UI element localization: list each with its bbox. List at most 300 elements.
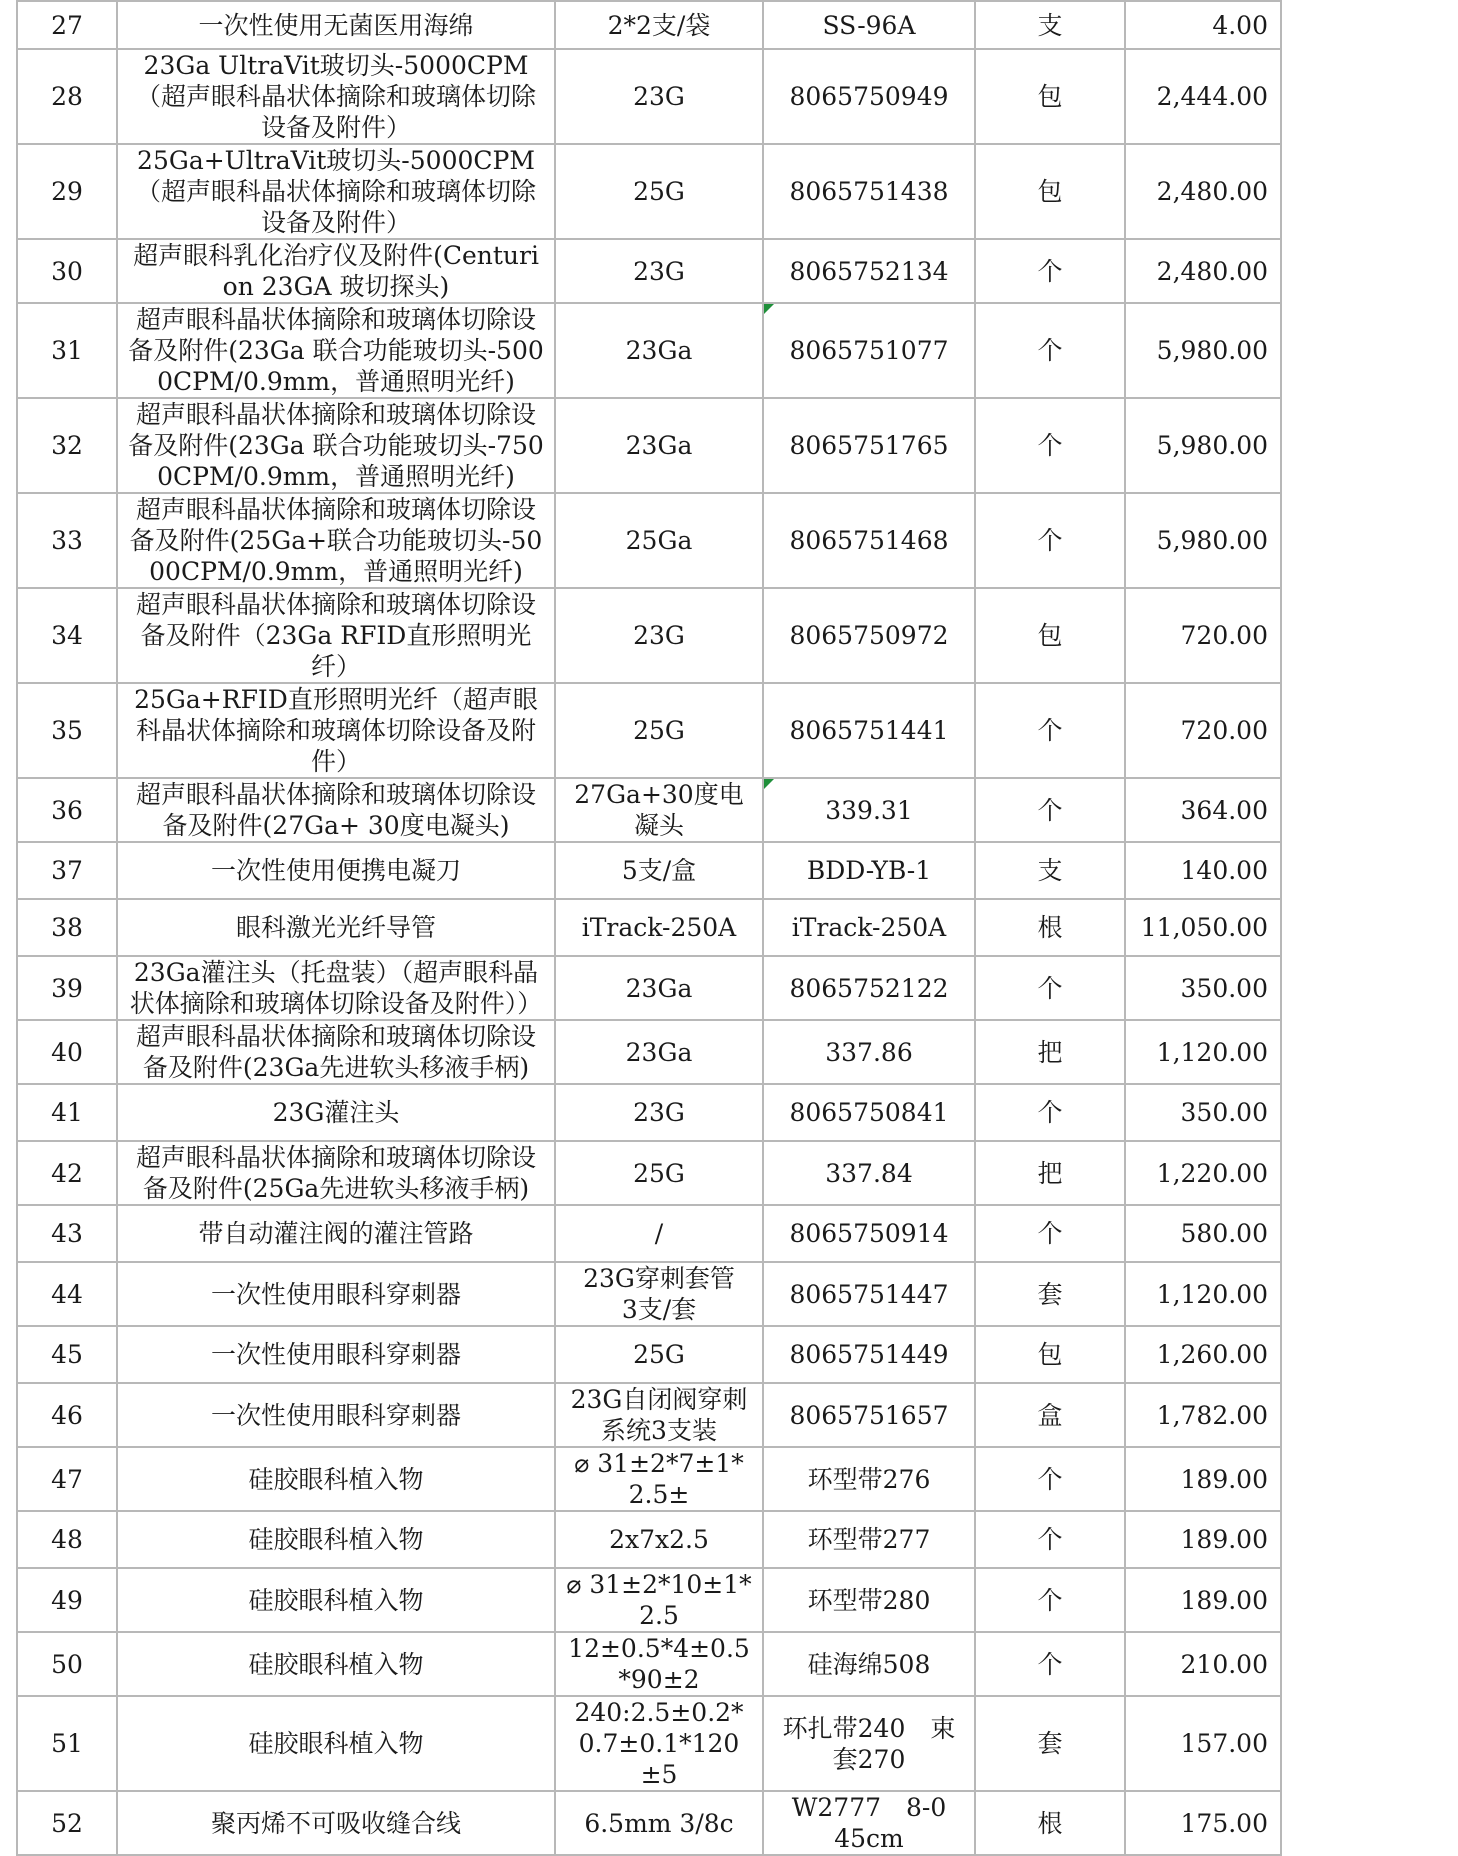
model-number-cell[interactable] — [763, 1141, 975, 1205]
product-name-text: 23Ga灌注头（托盘装）（超声眼科晶状体摘除和玻璃体切除设备及附件）） — [129, 958, 543, 1018]
price-cell[interactable] — [1125, 1326, 1281, 1383]
price-text: 1,260.00 — [1156, 1340, 1268, 1369]
specification-cell[interactable] — [555, 1511, 763, 1568]
price-cell[interactable] — [1125, 1791, 1281, 1855]
table-row[interactable] — [17, 1020, 1281, 1084]
model-number-text: 8065750841 — [789, 1098, 949, 1127]
specification-cell[interactable] — [555, 303, 763, 398]
model-number-text: 337.86 — [825, 1037, 913, 1067]
row-number-text: 34 — [51, 621, 83, 650]
price-text: 175.00 — [1180, 1808, 1268, 1838]
specification-text: 23G穿刺套管 3支/套 — [583, 1264, 760, 1324]
model-number-text: 8065752122 — [789, 973, 949, 1003]
unit-text: 个 — [1037, 716, 1063, 745]
model-number-cell[interactable] — [763, 1791, 975, 1855]
specification-cell[interactable] — [555, 1084, 763, 1141]
product-name-cell[interactable] — [117, 1383, 555, 1447]
product-name-text: 超声眼科晶状体摘除和玻璃体切除设备及附件(23Ga 联合功能玻切头-5000CPM/0.9mm，普通照明光纤) — [128, 305, 544, 396]
model-number-cell[interactable] — [763, 1568, 975, 1632]
unit-text: 个 — [1037, 795, 1063, 825]
unit-text: 个 — [1037, 526, 1063, 555]
price-text: 1,120.00 — [1156, 1279, 1268, 1309]
specification-text: 23G — [633, 1098, 685, 1127]
specification-text: 2*2支/袋 — [607, 10, 711, 40]
model-number-text: 8065751441 — [789, 716, 949, 745]
model-number-text: 8065750914 — [789, 1219, 949, 1248]
specification-text: 23Ga — [625, 431, 693, 460]
unit-cell[interactable] — [975, 588, 1125, 683]
row-number-cell[interactable] — [17, 956, 117, 1020]
specification-text: 2x7x2.5 — [609, 1525, 709, 1554]
model-number-cell[interactable] — [763, 588, 975, 683]
specification-cell[interactable] — [555, 1, 763, 49]
table-row[interactable] — [17, 49, 1281, 144]
row-number-cell[interactable] — [17, 239, 117, 303]
specification-text: ⌀ 31±2*10±1*2.5 — [566, 1570, 752, 1630]
price-cell[interactable] — [1125, 1511, 1281, 1568]
row-number-cell[interactable] — [17, 1326, 117, 1383]
model-number-cell[interactable] — [763, 1632, 975, 1696]
price-text: 364.00 — [1180, 795, 1268, 825]
comment-indicator-icon — [764, 779, 774, 789]
unit-text: 个 — [1037, 1649, 1063, 1679]
unit-cell[interactable] — [975, 239, 1125, 303]
specification-text: 5支/盒 — [621, 856, 697, 885]
product-name-cell[interactable] — [117, 1791, 555, 1855]
specification-text: 23G — [633, 256, 685, 286]
product-name-text: 硅胶眼科植入物 — [248, 1464, 424, 1494]
row-number-text: 27 — [51, 10, 83, 40]
table-row[interactable] — [17, 683, 1281, 778]
price-cell[interactable] — [1125, 1, 1281, 49]
model-number-cell[interactable] — [763, 956, 975, 1020]
row-number-cell[interactable] — [17, 778, 117, 842]
specification-text: 240:2.5±0.2*0.7±0.1*120±5 — [574, 1698, 744, 1789]
product-name-text: 超声眼科晶状体摘除和玻璃体切除设备及附件(23Ga先进软头移液手柄) — [135, 1022, 536, 1082]
unit-text: 包 — [1037, 1340, 1063, 1369]
product-name-cell[interactable] — [117, 899, 555, 956]
row-number-text: 28 — [51, 82, 83, 111]
model-number-cell[interactable] — [763, 1511, 975, 1568]
row-number-cell[interactable] — [17, 144, 117, 239]
model-number-cell[interactable] — [763, 1020, 975, 1084]
row-number-cell[interactable] — [17, 49, 117, 144]
unit-cell[interactable] — [975, 1791, 1125, 1855]
product-name-cell[interactable] — [117, 1632, 555, 1696]
product-name-text: 25Ga+RFID直形照明光纤（超声眼科晶状体摘除和玻璃体切除设备及附件） — [134, 685, 538, 776]
row-number-cell[interactable] — [17, 398, 117, 493]
model-number-cell[interactable] — [763, 49, 975, 144]
specification-text: 23G自闭阀穿刺系统3支装 — [570, 1385, 748, 1445]
price-cell[interactable] — [1125, 144, 1281, 239]
model-number-text: 环扎带240 束套270 — [782, 1713, 956, 1774]
row-number-cell[interactable] — [17, 842, 117, 899]
unit-cell[interactable] — [975, 1141, 1125, 1205]
product-name-text: 一次性使用眼科穿刺器 — [210, 1279, 461, 1309]
row-number-text: 31 — [51, 336, 83, 365]
table-row[interactable] — [17, 1, 1281, 49]
price-cell[interactable] — [1125, 683, 1281, 778]
unit-cell[interactable] — [975, 683, 1125, 778]
model-number-cell[interactable] — [763, 303, 975, 398]
table-row[interactable] — [17, 956, 1281, 1020]
model-number-cell[interactable] — [763, 239, 975, 303]
product-name-text: 一次性使用便携电凝刀 — [210, 856, 461, 885]
price-cell[interactable] — [1125, 1084, 1281, 1141]
unit-cell[interactable] — [975, 1568, 1125, 1632]
specification-cell[interactable] — [555, 778, 763, 842]
model-number-cell[interactable] — [763, 1205, 975, 1262]
table-row[interactable] — [17, 1632, 1281, 1696]
table-row[interactable] — [17, 1511, 1281, 1568]
model-number-text: 8065750972 — [789, 621, 949, 650]
unit-cell[interactable] — [975, 1, 1125, 49]
price-text: 5,980.00 — [1156, 431, 1268, 460]
model-number-text: 8065751468 — [789, 526, 949, 555]
unit-cell[interactable] — [975, 1511, 1125, 1568]
unit-cell[interactable] — [975, 1084, 1125, 1141]
specification-cell[interactable] — [555, 588, 763, 683]
row-number-cell[interactable] — [17, 1084, 117, 1141]
unit-cell[interactable] — [975, 493, 1125, 588]
price-cell[interactable] — [1125, 239, 1281, 303]
unit-cell[interactable] — [975, 1632, 1125, 1696]
row-number-text: 35 — [51, 716, 83, 745]
row-number-cell[interactable] — [17, 493, 117, 588]
unit-text: 根 — [1037, 1808, 1063, 1838]
specification-cell[interactable] — [555, 1632, 763, 1696]
model-number-cell[interactable] — [763, 1447, 975, 1511]
price-text: 140.00 — [1180, 856, 1268, 885]
model-number-text: 8065751765 — [789, 431, 949, 460]
price-text: 720.00 — [1180, 621, 1268, 650]
specification-cell[interactable] — [555, 842, 763, 899]
unit-cell[interactable] — [975, 303, 1125, 398]
product-name-text: 硅胶眼科植入物 — [248, 1585, 424, 1615]
specification-cell[interactable] — [555, 1020, 763, 1084]
comment-indicator-icon — [764, 304, 774, 314]
product-name-text: 超声眼科晶状体摘除和玻璃体切除设备及附件(25Ga+联合功能玻切头-5000CPM/0.9mm，普通照明光纤) — [129, 495, 543, 586]
unit-cell[interactable] — [975, 1383, 1125, 1447]
row-number-text: 41 — [51, 1098, 83, 1127]
product-name-cell[interactable] — [117, 1696, 555, 1791]
row-number-cell[interactable] — [17, 1791, 117, 1855]
unit-text: 套 — [1037, 1279, 1063, 1309]
unit-text: 套 — [1037, 1729, 1063, 1758]
model-number-text: 8065752134 — [789, 256, 949, 286]
specification-text: 27Ga+30度电凝头 — [574, 780, 744, 840]
price-cell[interactable] — [1125, 1568, 1281, 1632]
specification-cell[interactable] — [555, 239, 763, 303]
row-number-text: 51 — [51, 1729, 83, 1758]
product-name-text: 一次性使用无菌医用海绵 — [198, 10, 474, 40]
specification-cell[interactable] — [555, 1791, 763, 1855]
specification-text: / — [654, 1219, 664, 1248]
row-number-cell[interactable] — [17, 1141, 117, 1205]
unit-text: 个 — [1037, 1585, 1063, 1615]
product-name-cell[interactable] — [117, 1205, 555, 1262]
unit-text: 支 — [1037, 856, 1063, 885]
product-name-text: 眼科激光光纤导管 — [235, 913, 436, 942]
unit-text: 根 — [1037, 913, 1063, 942]
product-name-cell[interactable] — [117, 144, 555, 239]
unit-text: 包 — [1037, 177, 1063, 206]
row-number-text: 36 — [51, 795, 83, 825]
product-name-cell[interactable] — [117, 1568, 555, 1632]
row-number-text: 33 — [51, 526, 83, 555]
specification-text: 6.5mm 3/8c — [584, 1808, 734, 1838]
table-row[interactable] — [17, 1696, 1281, 1791]
unit-cell[interactable] — [975, 1262, 1125, 1326]
unit-text: 个 — [1037, 336, 1063, 365]
row-number-cell[interactable] — [17, 1447, 117, 1511]
price-cell[interactable] — [1125, 1141, 1281, 1205]
row-number-cell[interactable] — [17, 303, 117, 398]
table-row[interactable] — [17, 239, 1281, 303]
product-name-cell[interactable] — [117, 1447, 555, 1511]
product-name-cell[interactable] — [117, 1141, 555, 1205]
product-name-cell[interactable] — [117, 1262, 555, 1326]
specification-cell[interactable] — [555, 1326, 763, 1383]
row-number-cell[interactable] — [17, 683, 117, 778]
model-number-text: 8065751447 — [789, 1279, 949, 1309]
model-number-text: 8065751449 — [789, 1340, 949, 1369]
price-text: 1,782.00 — [1156, 1400, 1268, 1430]
product-name-cell[interactable] — [117, 1020, 555, 1084]
price-text: 4.00 — [1212, 10, 1268, 40]
product-name-text: 超声眼科晶状体摘除和玻璃体切除设备及附件(27Ga+ 30度电凝头) — [135, 780, 536, 840]
price-text: 5,980.00 — [1156, 526, 1268, 555]
model-number-text: 环型带277 — [807, 1525, 931, 1554]
unit-text: 个 — [1037, 256, 1063, 286]
specification-text: 23Ga — [625, 1037, 693, 1067]
product-name-text: 25Ga+UltraVit玻切头-5000CPM（超声眼科晶状体摘除和玻璃体切除设备及附件） — [135, 146, 536, 237]
model-number-text: 8065751077 — [789, 336, 949, 365]
product-name-cell[interactable] — [117, 1511, 555, 1568]
table-row[interactable] — [17, 1262, 1281, 1326]
specification-cell[interactable] — [555, 1141, 763, 1205]
row-number-text: 32 — [51, 431, 83, 460]
specification-text: 23G — [633, 621, 685, 650]
row-number-cell[interactable] — [17, 588, 117, 683]
table-row[interactable] — [17, 493, 1281, 588]
specification-cell[interactable] — [555, 1696, 763, 1791]
product-name-cell[interactable] — [117, 49, 555, 144]
price-text: 157.00 — [1180, 1729, 1268, 1758]
unit-cell[interactable] — [975, 1326, 1125, 1383]
price-cell[interactable] — [1125, 49, 1281, 144]
model-number-cell[interactable] — [763, 1383, 975, 1447]
table-row[interactable] — [17, 1084, 1281, 1141]
price-cell[interactable] — [1125, 1632, 1281, 1696]
unit-text: 个 — [1037, 1464, 1063, 1494]
row-number-cell[interactable] — [17, 1262, 117, 1326]
table-row[interactable] — [17, 842, 1281, 899]
model-number-cell[interactable] — [763, 493, 975, 588]
table-row[interactable] — [17, 1326, 1281, 1383]
model-number-cell[interactable] — [763, 899, 975, 956]
table-row[interactable] — [17, 899, 1281, 956]
price-cell[interactable] — [1125, 778, 1281, 842]
row-number-cell[interactable] — [17, 1568, 117, 1632]
product-name-cell[interactable] — [117, 493, 555, 588]
model-number-cell[interactable] — [763, 683, 975, 778]
row-number-cell[interactable] — [17, 899, 117, 956]
model-number-text: 339.31 — [825, 795, 913, 825]
unit-cell[interactable] — [975, 1020, 1125, 1084]
specification-cell[interactable] — [555, 144, 763, 239]
table-row[interactable] — [17, 1205, 1281, 1262]
table-row[interactable] — [17, 1383, 1281, 1447]
specification-text: 25Ga — [625, 526, 693, 555]
price-cell[interactable] — [1125, 956, 1281, 1020]
product-name-text: 超声眼科晶状体摘除和玻璃体切除设备及附件(25Ga先进软头移液手柄) — [135, 1143, 536, 1203]
unit-text: 个 — [1037, 1098, 1063, 1127]
row-number-cell[interactable] — [17, 1205, 117, 1262]
model-number-cell[interactable] — [763, 1262, 975, 1326]
table-row[interactable] — [17, 588, 1281, 683]
product-name-cell[interactable] — [117, 842, 555, 899]
specification-cell[interactable] — [555, 683, 763, 778]
row-number-text: 50 — [51, 1649, 83, 1679]
row-number-text: 38 — [51, 913, 83, 942]
row-number-cell[interactable] — [17, 1511, 117, 1568]
unit-cell[interactable] — [975, 1205, 1125, 1262]
row-number-cell[interactable] — [17, 1383, 117, 1447]
row-number-text: 46 — [51, 1400, 83, 1430]
unit-text: 个 — [1037, 1219, 1063, 1248]
row-number-cell[interactable] — [17, 1020, 117, 1084]
table-row[interactable] — [17, 1568, 1281, 1632]
unit-cell[interactable] — [975, 842, 1125, 899]
table-row[interactable] — [17, 1791, 1281, 1855]
product-name-text: 带自动灌注阀的灌注管路 — [198, 1219, 474, 1248]
product-name-cell[interactable] — [117, 683, 555, 778]
price-text: 350.00 — [1180, 973, 1268, 1003]
row-number-text: 44 — [51, 1279, 83, 1309]
unit-cell[interactable] — [975, 144, 1125, 239]
model-number-cell[interactable] — [763, 1, 975, 49]
unit-text: 支 — [1037, 10, 1063, 40]
row-number-cell[interactable] — [17, 1, 117, 49]
unit-cell[interactable] — [975, 1447, 1125, 1511]
model-number-cell[interactable] — [763, 842, 975, 899]
specification-cell[interactable] — [555, 1568, 763, 1632]
product-name-text: 23Ga UltraVit玻切头-5000CPM（超声眼科晶状体摘除和玻璃体切除设备及附件） — [135, 51, 536, 142]
price-text: 5,980.00 — [1156, 336, 1268, 365]
row-number-text: 42 — [51, 1158, 83, 1188]
specification-text: 25G — [633, 177, 685, 206]
product-name-cell[interactable] — [117, 778, 555, 842]
model-number-text: 8065751438 — [789, 177, 949, 206]
product-name-cell[interactable] — [117, 398, 555, 493]
specification-cell[interactable] — [555, 1447, 763, 1511]
unit-cell[interactable] — [975, 956, 1125, 1020]
unit-cell[interactable] — [975, 778, 1125, 842]
row-number-cell[interactable] — [17, 1696, 117, 1791]
price-text: 11,050.00 — [1140, 913, 1268, 942]
product-name-cell[interactable] — [117, 1326, 555, 1383]
unit-cell[interactable] — [975, 398, 1125, 493]
unit-text: 个 — [1037, 1525, 1063, 1554]
model-number-text: 环型带280 — [807, 1585, 931, 1615]
product-name-cell[interactable] — [117, 588, 555, 683]
product-name-text: 聚丙烯不可吸收缝合线 — [210, 1808, 461, 1838]
table-row[interactable] — [17, 144, 1281, 239]
model-number-cell[interactable] — [763, 144, 975, 239]
specification-text: 25G — [633, 1158, 685, 1188]
model-number-cell[interactable] — [763, 1084, 975, 1141]
row-number-cell[interactable] — [17, 1632, 117, 1696]
model-number-cell[interactable] — [763, 1326, 975, 1383]
unit-cell[interactable] — [975, 1696, 1125, 1791]
model-number-text: 337.84 — [825, 1158, 913, 1188]
price-cell[interactable] — [1125, 1262, 1281, 1326]
specification-cell[interactable] — [555, 1205, 763, 1262]
product-name-cell[interactable] — [117, 239, 555, 303]
row-number-text: 39 — [51, 973, 83, 1003]
price-cell[interactable] — [1125, 899, 1281, 956]
price-cell[interactable] — [1125, 1447, 1281, 1511]
price-cell[interactable] — [1125, 398, 1281, 493]
unit-cell[interactable] — [975, 899, 1125, 956]
product-name-text: 23G灌注头 — [272, 1098, 400, 1127]
specification-cell[interactable] — [555, 398, 763, 493]
table-row[interactable] — [17, 1141, 1281, 1205]
model-number-cell[interactable] — [763, 398, 975, 493]
specification-cell[interactable] — [555, 1383, 763, 1447]
specification-cell[interactable] — [555, 899, 763, 956]
model-number-cell[interactable] — [763, 778, 975, 842]
price-cell[interactable] — [1125, 1696, 1281, 1791]
price-cell[interactable] — [1125, 842, 1281, 899]
price-cell[interactable] — [1125, 303, 1281, 398]
table-row[interactable] — [17, 778, 1281, 842]
row-number-text: 45 — [51, 1340, 83, 1369]
price-text: 1,120.00 — [1156, 1037, 1268, 1067]
model-number-text: W2777 8-0 45cm — [791, 1793, 972, 1853]
price-text: 189.00 — [1180, 1585, 1268, 1615]
product-name-text: 一次性使用眼科穿刺器 — [210, 1340, 461, 1369]
price-cell[interactable] — [1125, 588, 1281, 683]
specification-cell[interactable] — [555, 49, 763, 144]
specification-text: 23Ga — [625, 973, 693, 1003]
unit-text: 盒 — [1037, 1400, 1063, 1430]
product-name-cell[interactable] — [117, 1, 555, 49]
product-name-text: 一次性使用眼科穿刺器 — [210, 1400, 461, 1430]
specification-cell[interactable] — [555, 1262, 763, 1326]
specification-cell[interactable] — [555, 956, 763, 1020]
table-row[interactable] — [17, 303, 1281, 398]
row-number-text: 30 — [51, 256, 83, 286]
product-name-text: 超声眼科晶状体摘除和玻璃体切除设备及附件（23Ga RFID直形照明光纤） — [135, 590, 536, 681]
table-row[interactable] — [17, 1447, 1281, 1511]
model-number-text: iTrack-250A — [791, 913, 947, 942]
specification-cell[interactable] — [555, 493, 763, 588]
price-cell[interactable] — [1125, 1205, 1281, 1262]
table-row[interactable] — [17, 398, 1281, 493]
price-cell[interactable] — [1125, 493, 1281, 588]
row-number-text: 52 — [51, 1808, 83, 1838]
product-name-cell[interactable] — [117, 1084, 555, 1141]
price-cell[interactable] — [1125, 1383, 1281, 1447]
price-cell[interactable] — [1125, 1020, 1281, 1084]
product-name-cell[interactable] — [117, 303, 555, 398]
unit-cell[interactable] — [975, 49, 1125, 144]
product-name-cell[interactable] — [117, 956, 555, 1020]
unit-text: 把 — [1037, 1158, 1063, 1188]
model-number-cell[interactable] — [763, 1696, 975, 1791]
